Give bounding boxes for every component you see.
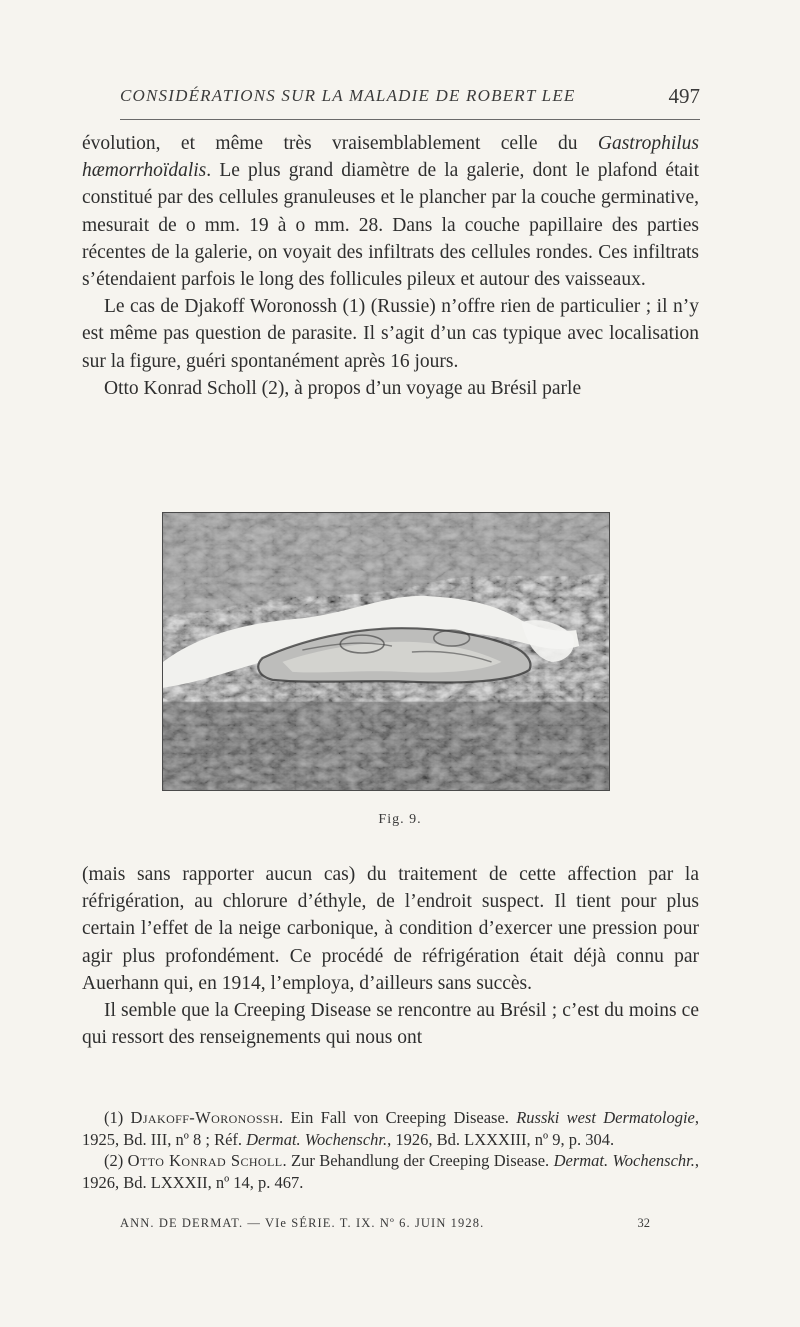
text-span: . Zur Behandlung der Creeping Disease. xyxy=(282,1151,554,1171)
footnote-author: Otto Konrad Scholl xyxy=(127,1151,283,1171)
text-span: , 1926, Bd. LXXXII, nº 14, p. 467. xyxy=(82,1151,700,1193)
running-head xyxy=(120,86,700,110)
footnote-2 xyxy=(82,1150,699,1193)
journal-title: Dermat. Wochenschr. xyxy=(553,1151,695,1171)
paragraph-scholl-intro: Otto Konrad Scholl (2), à propos d’un voyage au Brésil parle xyxy=(104,377,582,399)
figure-caption: Fig. 9. xyxy=(378,812,422,827)
signature-line xyxy=(120,1216,680,1231)
body-text-bottom xyxy=(82,861,699,1051)
text-span: évolution, et même très vraisemblablement celle du xyxy=(82,133,598,154)
footnotes xyxy=(82,1107,699,1194)
text-span: . Le plus grand diamètre de la galerie, dont le plafond était constitué par des cellules granuleuses et le plancher par la couche germinative, mesurait de o mm. 19 à o mm. 28. Dans la couche papillaire des parties récentes de la galerie, on voyait des infiltrats des cellules rondes. Ces infiltrats s’étendaient parfois le long des follicules pileux et autour des vaisseaux. xyxy=(82,160,699,291)
journal-signature: ANN. DE DERMAT. — VIe SÉRIE. T. IX. Nº 6. JUIN 1928. xyxy=(120,1216,485,1230)
histology-image xyxy=(163,513,609,790)
text-span: . Ein Fall von Creeping Disease. xyxy=(279,1108,517,1127)
journal-title: Russki west Dermatologie xyxy=(516,1108,695,1127)
running-title: CONSIDÉRATIONS SUR LA MALADIE DE ROBERT LEE xyxy=(120,86,576,105)
paragraph-treatment: (mais sans rapporter aucun cas) du traitement de cette affection par la réfrigération, au chlorure d’éthyle, de l’endroit suspect. Il tient pour plus certain l’effet de la neige carbonique, à condition d’exercer une pression pour agir plus profondément. Ce procédé de réfrigération était déjà connu par Auerhann qui, en 1914, l’employa, d’ailleurs sans succès. xyxy=(82,864,699,994)
paragraph-brazil: Il semble que la Creeping Disease se rencontre au Brésil ; c’est du moins ce qui ressort des renseignements qui nous ont xyxy=(82,1000,699,1049)
signature-number: 32 xyxy=(637,1216,650,1230)
paragraph-djakoff-case: Le cas de Djakoff Woronossh (1) (Russie) n’offre rien de particulier ; il n’y est même pas question de parasite. Il s’agit d’un cas typique avec localisation sur la figure, guéri spontanément après 16 jours. xyxy=(82,296,699,372)
journal-title: Dermat. Wochenschr. xyxy=(246,1129,388,1149)
footnote-1 xyxy=(82,1107,699,1150)
header-rule xyxy=(120,119,700,120)
footnote-author: Djakoff-Woronossh xyxy=(130,1108,280,1127)
text-span: , 1926, Bd. LXXXIII, nº 9, p. 304. xyxy=(387,1129,615,1149)
footnote-number: (1) xyxy=(104,1108,131,1127)
text-span: , 1925, Bd. III, nº 8 ; Réf. xyxy=(82,1108,699,1149)
figure-9-photograph xyxy=(162,512,610,791)
body-text-top xyxy=(82,130,699,402)
paragraph-continuation xyxy=(82,130,699,293)
species-name: Gastrophilus hæmorrhoïdalis xyxy=(82,133,699,182)
footnote-number: (2) xyxy=(104,1151,128,1171)
page-number: 497 xyxy=(668,84,700,108)
